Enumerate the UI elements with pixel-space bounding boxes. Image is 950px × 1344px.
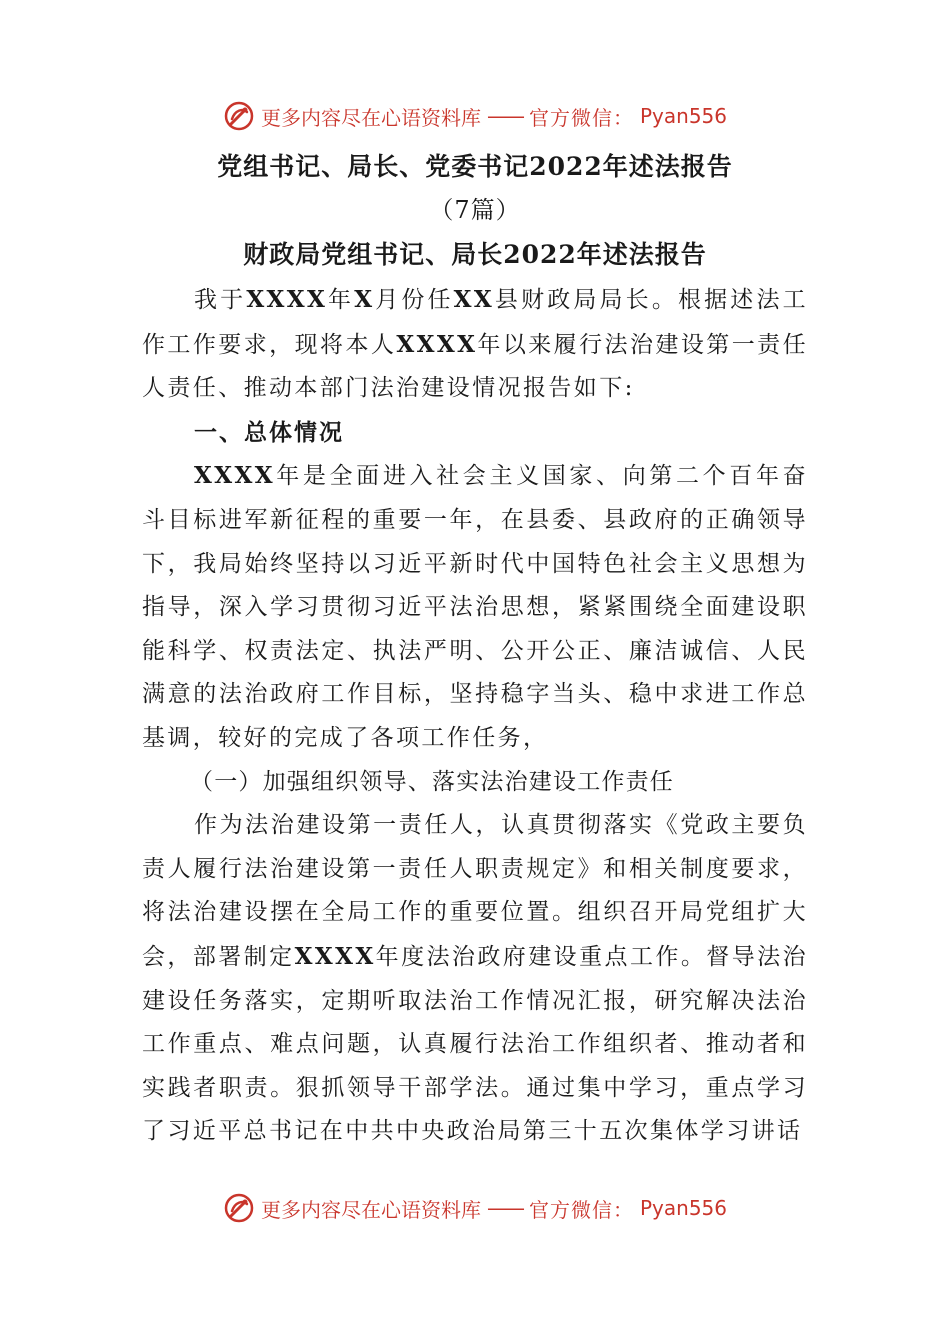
watermark-wechat-id: Pyan556 [639,1196,727,1220]
watermark-dash: —— [486,104,523,128]
overview-text: 年是全面进入社会主义国家、向第二个百年奋斗目标进军新征程的重要一年，在县委、县政府的正确领导下，我局始终坚持以习近平新时代中国特色社会主义思想为指导，深入学习贯彻习近平法治思想，紧紧围绕全面建设职能科学、权责法定、执法严明、公开公正、廉洁诚信、人民满意的法治政府工作目标，坚持稳字当头、稳中求进工作总基调，较好的完成了各项工作任务， [142,463,808,751]
intro-county-placeholder: XX [453,286,495,313]
watermark-wechat-id: Pyan556 [639,104,727,128]
document-subtitle: 财政局党组书记、局长2022年述法报告 [243,240,707,269]
watermark-contact-label: 官方微信： [528,105,634,130]
watermark-footer [0,1190,950,1226]
subsection-heading-leadership: （一）加强组织领导、落实法治建设工作责任 [190,768,674,795]
overview-year-placeholder: XXXX [194,462,275,490]
leadership-text-1: 作为法治建设第一责任人，认真贯彻落实《党政主要负责人履行法治建设第一责任人职责规定》和相关制度要求，将法治建设摆在全局工作的重要位置。组织召开局党组扩大会，部署制定 [142,812,808,970]
intro-text-4: 县财政局局长。根据述法工作工作要求，现将本人 [142,287,808,358]
watermark-dash: —— [486,1196,523,1220]
document-body [142,278,808,1154]
intro-paragraph [142,278,808,411]
watermark-header [0,98,950,134]
document-article-count: （7篇） [429,196,521,224]
leadership-text-2: 年度法治政府建设重点工作。督导法治建设任务落实，定期听取法治工作情况汇报，研究解决法治工作重点、难点问题，认真履行法治工作组织者、推动者和实践者职责。狠抓领导干部学法。通过集中学习，重点学习了习近平总书记在中共中央政治局第三十五次集体学习讲话 [142,943,808,1145]
section-heading-overview: 一、总体情况 [194,418,344,446]
intro-text-1: 我于 [194,287,247,313]
intro-text-3: 月份任 [374,287,454,313]
leadership-paragraph [142,804,808,1154]
overview-paragraph [142,454,808,760]
leadership-year-placeholder: XXXX [294,942,376,970]
brand-logo-icon [223,100,255,132]
watermark-contact-label: 官方微信： [528,1197,634,1222]
document-title: 党组书记、局长、党委书记2022年述法报告 [217,152,733,181]
brand-logo-icon [223,1192,255,1224]
intro-year-placeholder: XXXX [246,286,328,313]
intro-year-placeholder-2: XXXX [396,330,478,358]
intro-text-2: 年 [327,287,355,313]
intro-text-5: 年以来履行法治建设第一责任人责任、推动本部门法治建设情况报告如下: [142,331,809,402]
watermark-brand: 更多内容尽在心语资料库 [260,105,481,130]
intro-month-placeholder: X [354,286,375,313]
watermark-brand: 更多内容尽在心语资料库 [260,1197,481,1222]
